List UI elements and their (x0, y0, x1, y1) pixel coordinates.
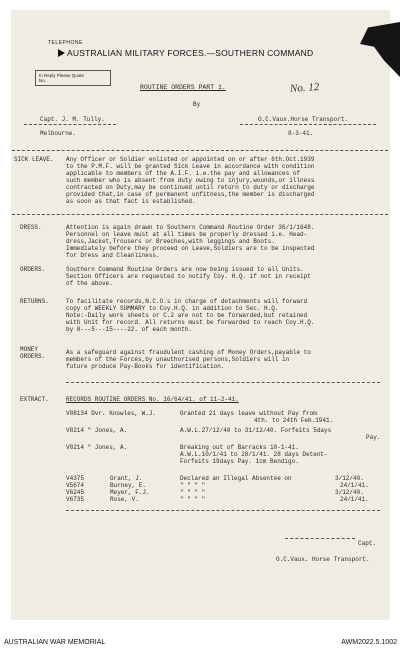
section-line: future produce Pay-Books for identification. (66, 363, 225, 370)
section-line: as soon as that fact is established. (66, 198, 196, 205)
absentee-name: Burney, E. (110, 482, 147, 489)
section-heading-sick-leave: SICK LEAVE. (14, 156, 54, 163)
section-line: dress,Jacket,Trousers or Breeches,with leggings and Boots. (66, 238, 275, 245)
divider (66, 382, 380, 383)
ditto-marks: " " " " (180, 482, 206, 489)
section-line: copy of WEEKLY SUMMARY to Coy.H.Q. in addition to Sec. H.Q. (66, 305, 279, 312)
entry-soldier: V8214 " Jones, A. (66, 444, 128, 451)
section-heading-dress: DRESS. (20, 224, 42, 231)
section-line: Personnel on leave must at all times be properly dressed i.e. Head- (66, 231, 308, 238)
entry-text: A.W.L.10/1/41 to 28/1/41. 28 days Detent- (180, 451, 328, 458)
absentee-name: Rose, V. (110, 496, 139, 503)
section-line: Southern Command Routine Orders are now being issued to all Units. (66, 266, 304, 273)
section-line: for Dress and Cleanliness. (66, 252, 160, 259)
signature-unit: O.C.Vaux. Horse Transport. (276, 556, 370, 563)
order-number: No. 12 (289, 80, 320, 96)
signature-line (285, 538, 355, 539)
section-heading-returns: RETURNS. (20, 298, 49, 305)
divider (66, 510, 380, 511)
absentee-date: 24/1/41. (340, 482, 369, 489)
unit-name: O.C.Vaux.Horse Transport. (258, 116, 349, 123)
absentee-no: V4375 (66, 475, 85, 482)
absentee-name: Meyer, F.J. (110, 489, 150, 496)
section-line: to the P.M.F. will be granted Sick Leave in accordance with condition (66, 163, 315, 170)
absentee-date: 3/12/40. (335, 475, 364, 482)
absentee-no: V6735 (66, 496, 85, 503)
section-line: provided that,in case of permanent unfitness,the member is discharged (66, 191, 315, 198)
extract-source: RECORDS ROUTINE ORDERS No. 16/64/41. of 11-2-41. (66, 396, 239, 403)
entry-text: 4th. to 24th Feb.1941. (254, 417, 334, 424)
entry-soldier: V88134 Dvr. Knowles, W.J. (66, 410, 157, 417)
telephone-label: TELEPHONE (48, 40, 83, 46)
reply-box: In Reply Please Quote No. (35, 70, 111, 86)
document-title: ROUTINE ORDERS PART 1. (140, 84, 226, 91)
section-line: applicable to members of the A.I.F. i.e.the pay and allowances of (66, 170, 301, 177)
place: Melbourne. (40, 130, 77, 137)
arrow-icon (58, 49, 65, 57)
section-line: contracted on Duty,may be continued until return to duty or discharge (66, 184, 315, 191)
section-line: of the above. (66, 280, 113, 287)
divider (24, 124, 116, 125)
signature-rank: Capt. (358, 540, 377, 547)
officer-name: Capt. J. M. Tully. (40, 116, 105, 123)
section-line: members of the Forces,by unauthorised persons,Soldiers will in (66, 356, 290, 363)
entry-text: Pay. (366, 434, 381, 441)
divider (240, 124, 376, 125)
section-heading-orders: ORDERS. (20, 266, 46, 273)
absentee-no: V5674 (66, 482, 85, 489)
section-line: such member who is absent from duty owing to injury,wounds,or illness (66, 177, 315, 184)
ditto-marks: " " " " (180, 496, 206, 503)
absentee-date: 3/12/40. (335, 489, 364, 496)
ditto-marks: " " " " (180, 489, 206, 496)
section-heading-money-orders: MONEY ORDERS. (20, 346, 46, 361)
section-line: by 8---5---15----22. of each month. (66, 326, 193, 333)
divider (12, 150, 388, 151)
by-label: By (193, 101, 201, 108)
footer-source: AUSTRALIAN WAR MEMORIAL (4, 639, 106, 646)
absentee-note: Declared an Illegal Absentee on (180, 475, 292, 482)
section-line: with Unit for record. All returns must be forwarded to reach Coy.H.Q. (66, 319, 315, 326)
footer-id: AWM2022.5.1002 (341, 639, 397, 646)
entry-text: Forfeits 19days Pay. 1cm Bendigo. (180, 458, 299, 465)
section-line: As a safeguard against fraudulent cashing of Money Orders,payable to (66, 349, 311, 356)
letterhead-title: AUSTRALIAN MILITARY FORCES.—SOUTHERN COMMAND (58, 48, 313, 58)
section-line: Section Officers are requested to notify Coy. H.Q. if not in receipt (66, 273, 311, 280)
entry-text: Granted 21 days leave without Pay from (180, 410, 317, 417)
absentee-name: Grant, J. (110, 475, 143, 482)
order-date: 8-3-41. (288, 130, 314, 137)
extract-heading: EXTRACT. (20, 396, 49, 403)
footer (0, 631, 403, 653)
entry-soldier: V8214 " Jones, A. (66, 427, 128, 434)
entry-text: A.W.L.27/12/40 to 31/12/40. Forfeits 5days (180, 427, 332, 434)
section-line: Immediately before they proceed on Leave,Soldiers are to be inspected (66, 245, 315, 252)
divider (12, 214, 388, 215)
absentee-date: 24/1/41. (340, 496, 369, 503)
entry-text: Breaking out of Barracks 10-1-41. (180, 444, 299, 451)
absentee-no: V6245 (66, 489, 85, 496)
section-line: Any Officer or Soldier enlisted or appointed on or after 6th.Oct.1939 (66, 156, 315, 163)
section-line: Note:-Daily work sheets or C.2 are not to be forwarded,but retained (66, 312, 308, 319)
section-line: Attention is again drawn to Southern Command Routine Order 36/1/1648. (66, 224, 315, 231)
section-line: To facilitate records,N.C.O.s in charge of detachments will forward (66, 298, 308, 305)
